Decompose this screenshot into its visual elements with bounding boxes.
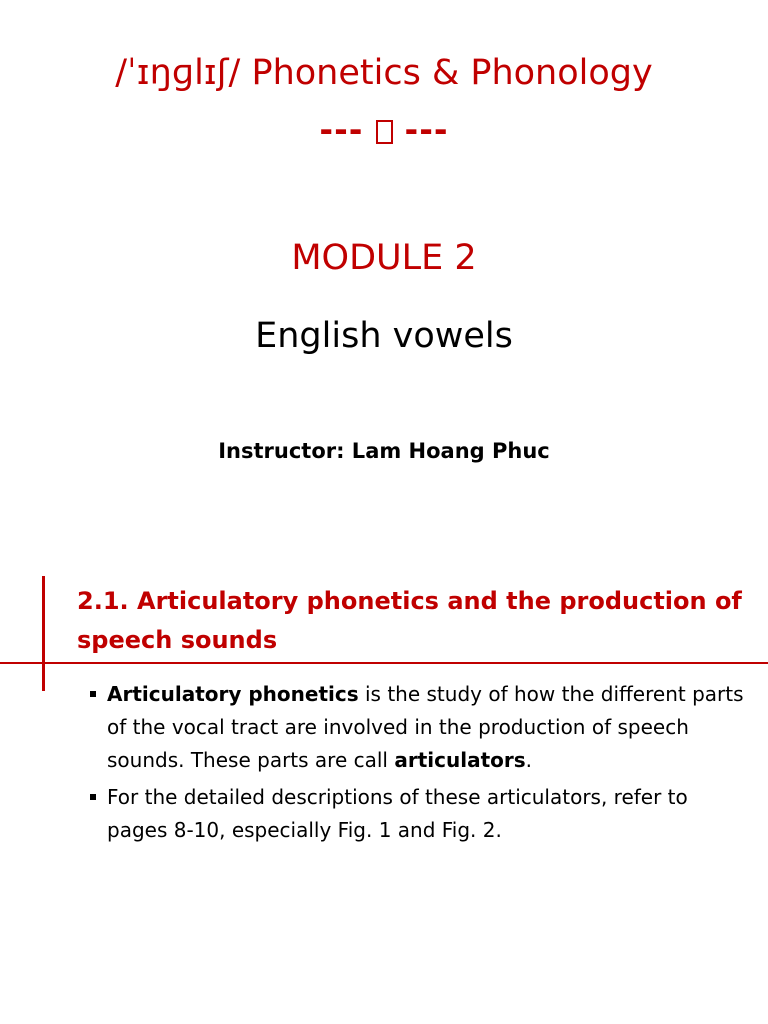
bullet-item-articulatory-phonetics <box>90 678 750 777</box>
module-title: English vowels <box>255 316 513 356</box>
bullet-term: Articulatory phonetics <box>107 682 359 706</box>
accent-vertical-rule <box>42 576 45 691</box>
bullet-text: For the detailed descriptions of these articulators, refer to pages 8-10, especially Fig. 1 and Fig. 2. <box>107 785 688 842</box>
module-number: MODULE 2 <box>291 238 477 278</box>
divider-left-dashes: --- <box>319 110 364 149</box>
bullet-term-articulators: articulators <box>394 748 526 772</box>
missing-glyph-box-icon <box>376 120 393 144</box>
bullet-item-reference <box>90 781 750 847</box>
accent-horizontal-rule <box>0 662 768 664</box>
divider-right-dashes: --- <box>404 110 449 149</box>
title-divider <box>0 108 768 152</box>
bullet-text-end: . <box>525 748 532 772</box>
course-title: /ˈɪŋɡlɪʃ/ Phonetics & Phonology <box>115 53 653 93</box>
bullet-text: is the study of how the different parts of the vocal tract are involved in the production of speech sounds. These parts are call <box>107 682 744 772</box>
section-heading: 2.1. Articulatory phonetics and the production of speech sounds <box>77 587 742 654</box>
square-bullet-icon <box>90 691 96 697</box>
instructor-name: Instructor: Lam Hoang Phuc <box>218 439 550 463</box>
bullet-list <box>90 678 750 851</box>
square-bullet-icon <box>90 794 96 800</box>
content-slide <box>0 560 768 1024</box>
